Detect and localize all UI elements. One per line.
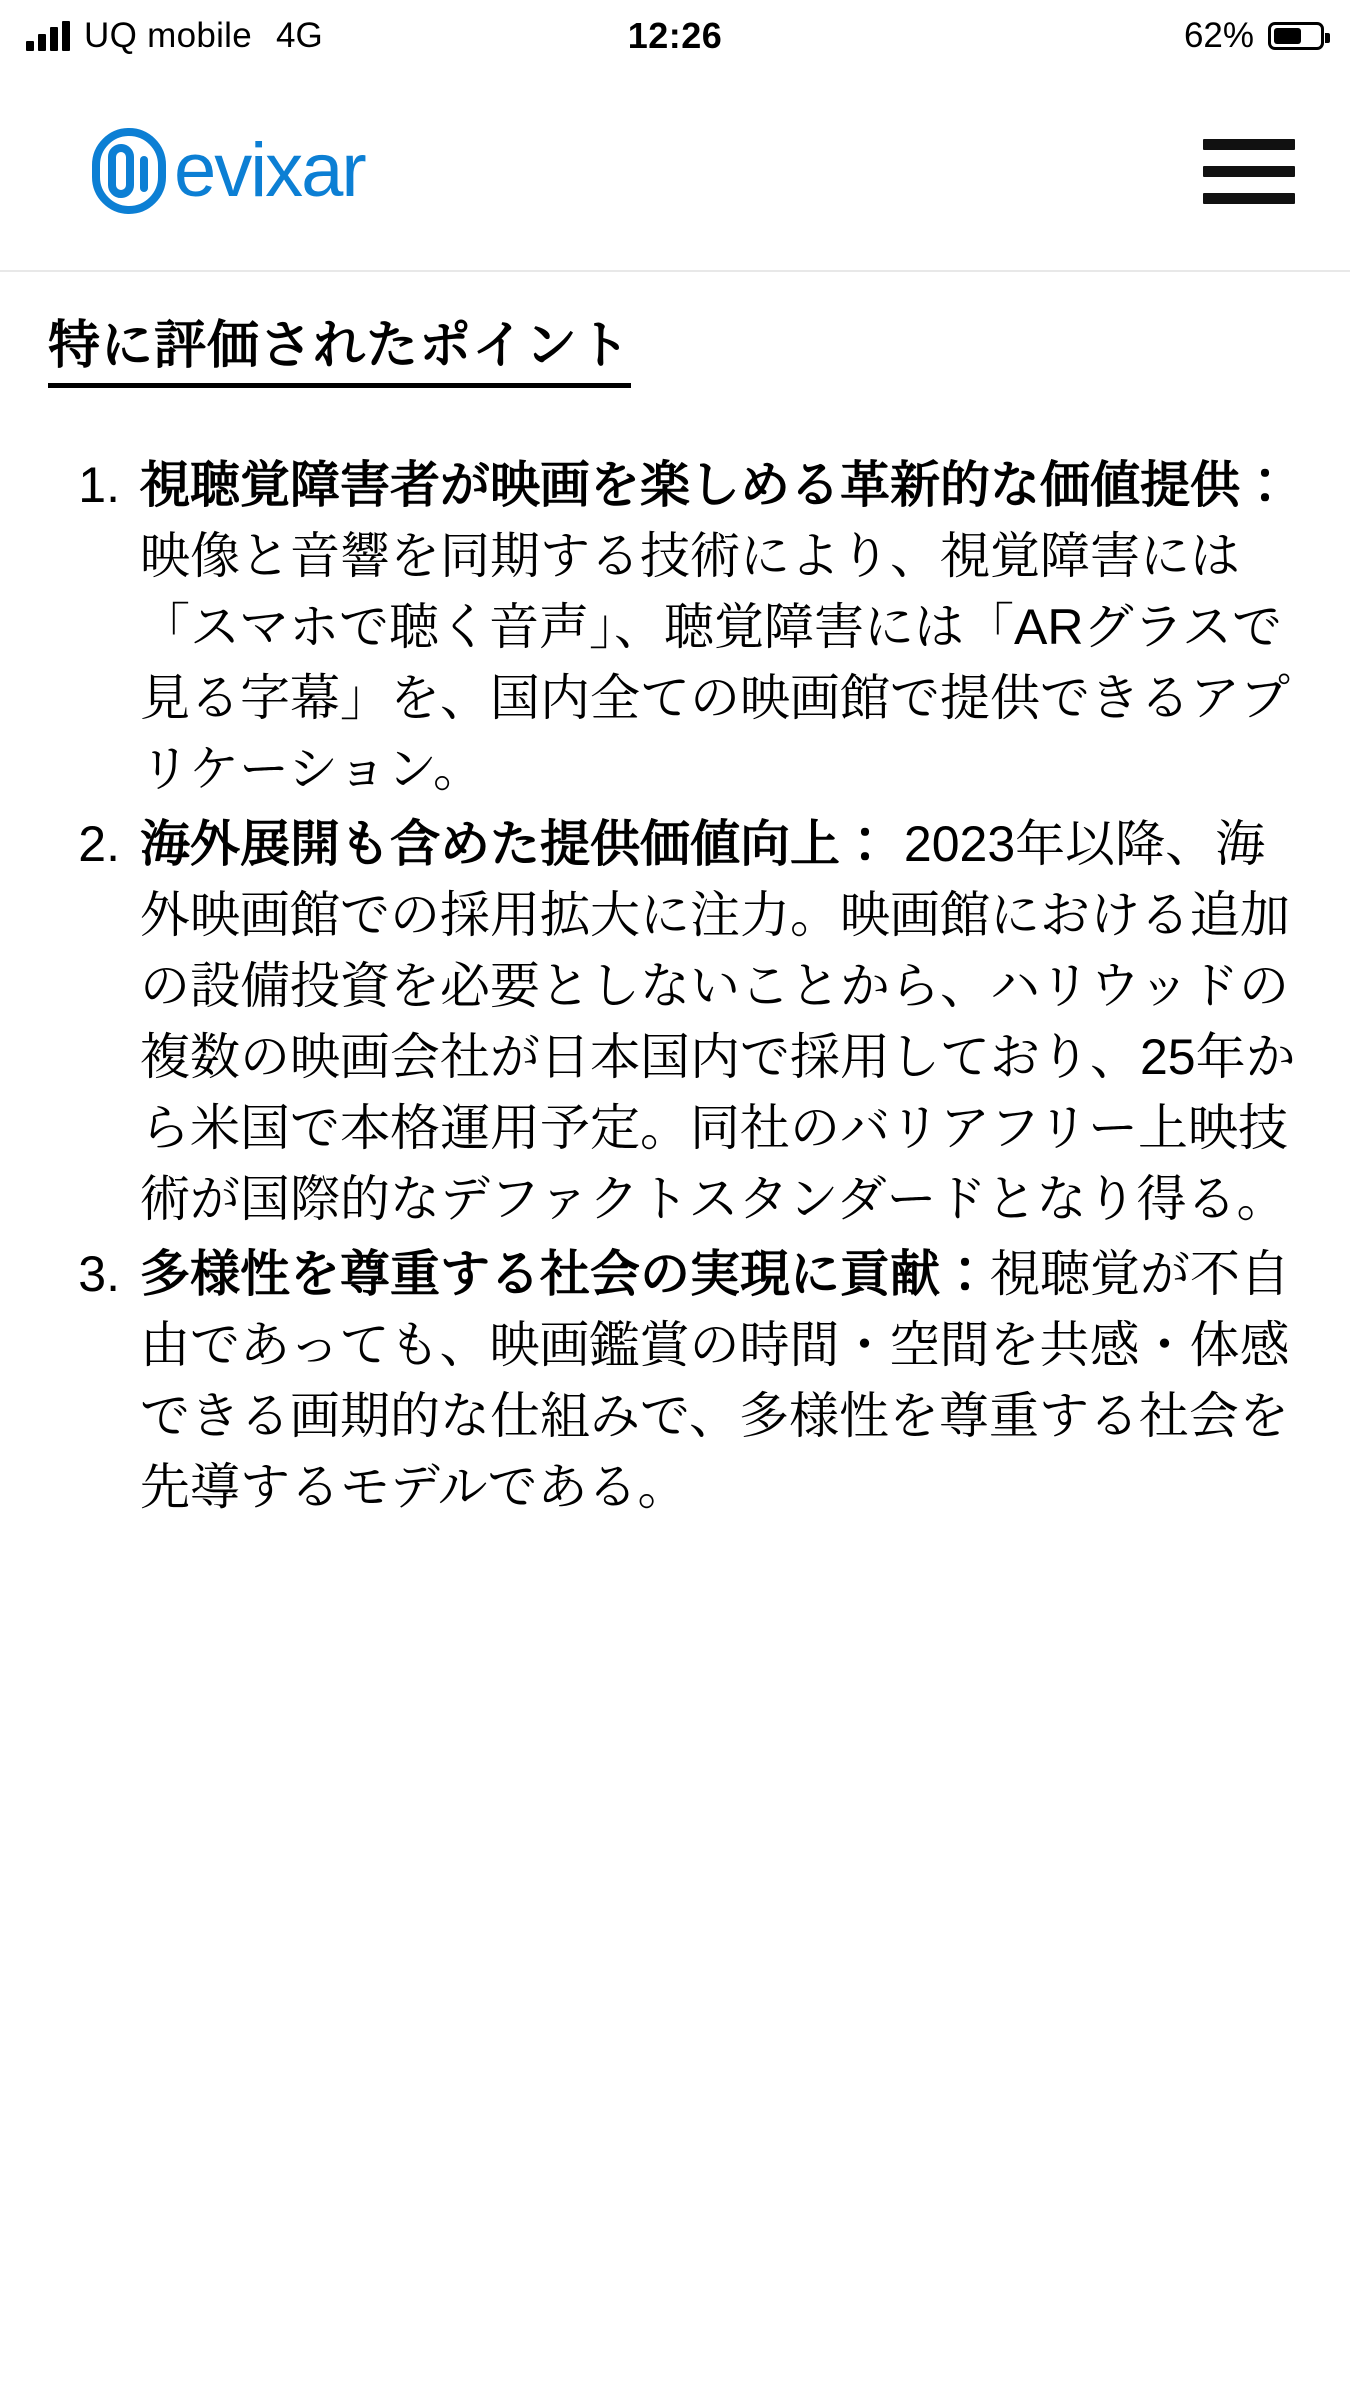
- evaluation-points-list: [48, 450, 1302, 1523]
- battery-icon: [1268, 22, 1324, 50]
- list-item-heading: 海外展開も含めた提供価値向上：: [140, 816, 890, 872]
- list-item: [140, 1239, 1302, 1523]
- list-item-body: 2023年以降、海外映画館での採用拡大に注力。映画館における追加の設備投資を必要としないことから、ハリウッドの複数の映画会社が日本国内で採用しており、25年から米国で本格運用予定。同社のバリアフリー上映技術が国際的なデファクトスタンダードとなり得る。: [140, 816, 1296, 1227]
- list-item-body: 映像と音響を同期する技術により、視覚障害には「スマホで聴く音声」、聴覚障害には「ARグラスで見る字幕」を、国内全ての映画館で提供できるアプリケーション。: [140, 528, 1290, 797]
- status-bar: [0, 0, 1350, 72]
- status-right-group: [1184, 16, 1324, 56]
- evixar-logo-icon: [90, 126, 168, 216]
- list-item-body: 視聴覚が不自由であっても、映画鑑賞の時間・空間を共感・体感できる画期的な仕組みで、多様性を尊重する社会を先導するモデルである。: [140, 1246, 1290, 1515]
- main-content: [0, 272, 1350, 1523]
- site-logo-text: evixar: [174, 128, 365, 213]
- site-header: [0, 72, 1350, 272]
- site-logo[interactable]: [90, 126, 365, 216]
- signal-strength-icon: [26, 21, 70, 51]
- battery-percent-label: 62%: [1183, 16, 1254, 55]
- hamburger-menu-icon[interactable]: [1203, 139, 1295, 204]
- page-title: 特に評価されたポイント: [48, 314, 631, 388]
- list-item: [140, 809, 1302, 1235]
- network-type-label: 4G: [276, 16, 323, 55]
- list-item-heading: 視聴覚障害者が映画を楽しめる革新的な価値提供：: [140, 457, 1290, 513]
- carrier-label: UQ mobile: [84, 16, 253, 55]
- list-item-heading: 多様性を尊重する社会の実現に貢献：: [140, 1246, 990, 1302]
- status-left-group: [26, 16, 323, 56]
- list-item: [140, 450, 1302, 805]
- clock-label: 12:26: [627, 15, 723, 56]
